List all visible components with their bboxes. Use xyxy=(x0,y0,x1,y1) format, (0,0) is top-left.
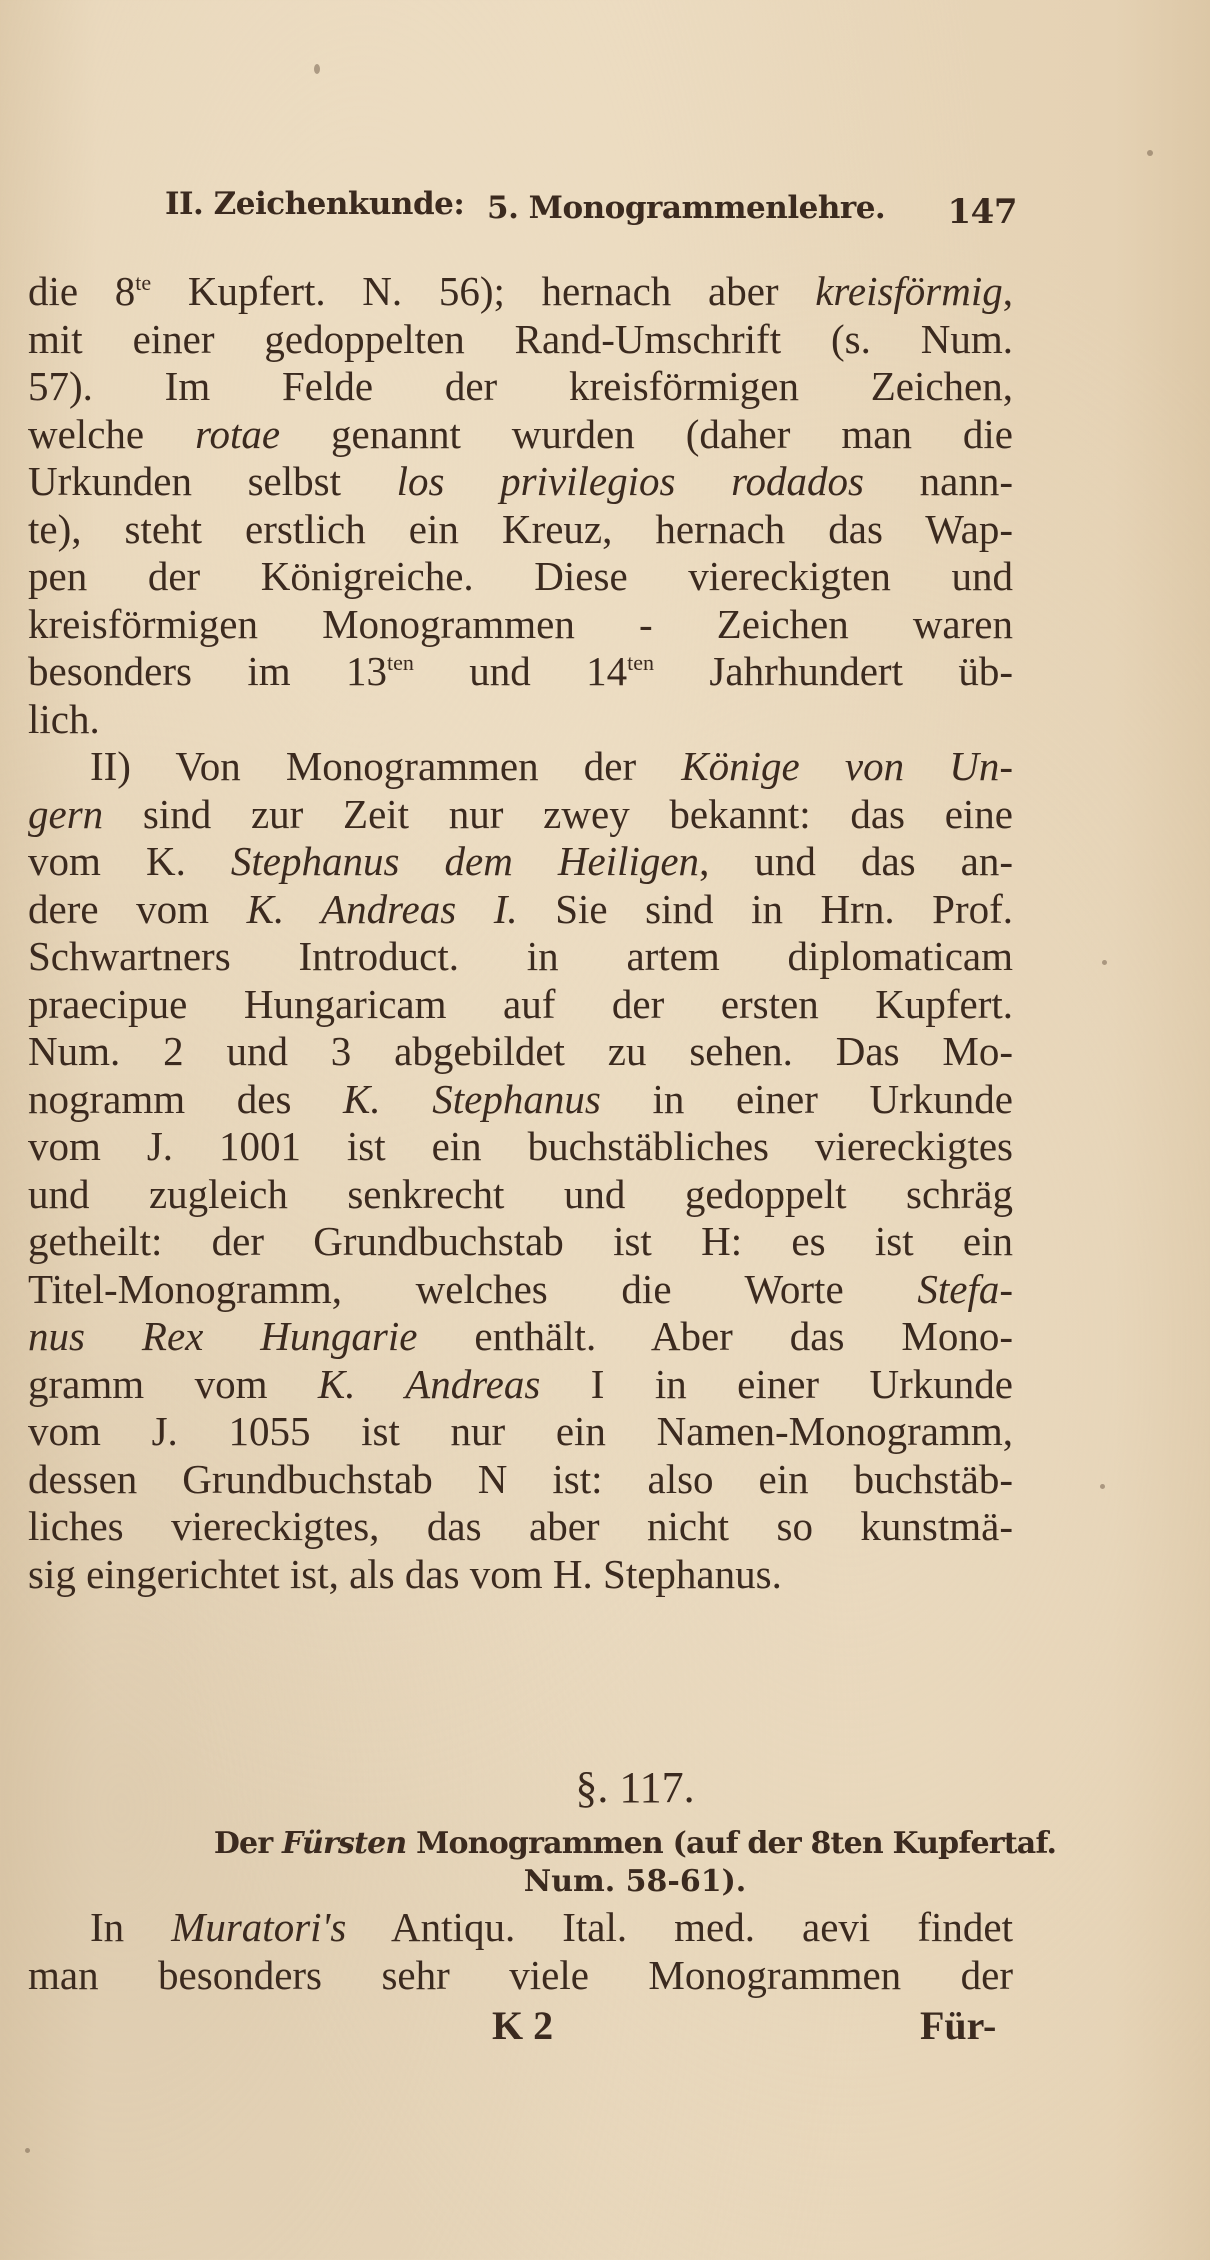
text-line xyxy=(28,1266,1013,1314)
text-run: sig eingerichtet ist, als das vom H. Stephanus. xyxy=(28,1550,782,1597)
text-run: und zugleich senkrecht und gedoppelt schräg xyxy=(28,1170,1013,1217)
text-run: II) Von Monogrammen der xyxy=(90,743,682,789)
paragraph-3-block xyxy=(28,1904,1013,1999)
italic-run: los privilegios rodados xyxy=(396,458,865,504)
italic-run: Könige von Un- xyxy=(681,743,1013,789)
section-title-prefix: Der xyxy=(213,1826,282,1861)
paragraph-3 xyxy=(28,1904,1013,1999)
italic-run: kreisförmig xyxy=(815,268,1003,314)
paper-speck xyxy=(25,2148,30,2153)
text-run: 57). Im Felde der kreisförmigen Zeichen, xyxy=(28,363,1013,409)
section-number: §. 117. xyxy=(575,1763,695,1812)
text-run: Num. 2 und 3 abgebildet zu sehen. Das Mo- xyxy=(28,1028,1013,1074)
section-title-italic: Fürsten xyxy=(282,1826,407,1861)
text-line xyxy=(28,1218,1013,1266)
text-line xyxy=(28,696,1013,744)
text-run: lich. xyxy=(28,695,100,742)
text-line xyxy=(28,316,1013,364)
text-run: dere vom xyxy=(28,885,247,932)
text-line xyxy=(28,1408,1013,1456)
text-run: In xyxy=(90,1904,172,1950)
text-line xyxy=(28,933,1013,981)
text-run: , und das an- xyxy=(699,838,1014,884)
text-run: , xyxy=(1002,268,1014,314)
text-line xyxy=(28,1123,1013,1171)
text-line xyxy=(28,1952,1013,2000)
text-line xyxy=(28,1456,1013,1504)
superscript-run: ten xyxy=(627,650,655,675)
text-line xyxy=(28,506,1013,554)
text-line xyxy=(28,886,1013,934)
paragraph-2 xyxy=(28,743,1013,1598)
paper-speck xyxy=(314,64,320,74)
text-run: getheilt: der Grundbuchstab ist H: es ist ein xyxy=(28,1218,1013,1264)
text-run: enthält. Aber das Mono- xyxy=(417,1313,1013,1359)
text-run: liches viereckigtes, das aber nicht so kunstmä- xyxy=(28,1503,1013,1549)
text-run: genannt wurden (daher man die xyxy=(280,410,1013,457)
text-line xyxy=(28,1361,1013,1409)
paper-speck xyxy=(1147,150,1153,156)
text-line xyxy=(28,1503,1013,1551)
italic-run: K. Andreas I. xyxy=(246,885,518,932)
paragraph-1 xyxy=(28,268,1013,743)
text-run: dessen Grundbuchstab N ist: also ein buchstäb- xyxy=(28,1455,1013,1502)
text-run: praecipue Hungaricam auf der ersten Kupfert. xyxy=(28,980,1013,1027)
text-run: sind zur Zeit nur zwey bekannt: das eine xyxy=(103,790,1013,837)
text-line xyxy=(28,1904,1013,1952)
paper-speck xyxy=(1102,960,1107,965)
text-run: vom J. 1001 ist ein buchstäbliches viereckigtes xyxy=(28,1123,1013,1169)
running-head-part: II. Zeichenkunde: xyxy=(165,186,465,222)
text-run: I in einer Urkunde xyxy=(540,1360,1013,1407)
text-run: die 8 xyxy=(28,268,136,314)
text-run: Urkunden selbst xyxy=(28,458,397,504)
text-run: Sie sind in Hrn. Prof. xyxy=(517,885,1013,932)
italic-run: Stephanus dem Heiligen xyxy=(230,838,700,884)
running-head-chapter: 5. Monogrammenlehre. xyxy=(487,190,886,226)
text-run: kreisförmigen Monogrammen - Zeichen waren xyxy=(28,600,1013,647)
text-line xyxy=(28,791,1013,839)
running-head xyxy=(165,178,1025,232)
superscript-run: ten xyxy=(387,650,414,675)
text-line xyxy=(28,553,1013,601)
text-run: Kupfert. N. 56); hernach aber xyxy=(151,268,816,314)
text-line xyxy=(28,838,1013,886)
text-run: in einer Urkunde xyxy=(600,1075,1013,1122)
italic-run: nus Rex Hungarie xyxy=(28,1313,418,1359)
section-title xyxy=(0,1826,1210,1861)
section-title-line-2: Num. 58-61). xyxy=(523,1864,747,1899)
superscript-run: te xyxy=(135,270,152,295)
text-run: nann- xyxy=(864,458,1014,504)
text-run: und 14 xyxy=(413,648,628,694)
text-line xyxy=(28,601,1013,649)
italic-run: gern xyxy=(28,790,104,837)
text-run: Schwartners Introduct. in artem diplomaticam xyxy=(28,933,1013,979)
text-line xyxy=(28,363,1013,411)
text-run: pen der Königreiche. Diese viereckigten und xyxy=(28,553,1013,599)
text-line xyxy=(28,648,1013,696)
text-run: mit einer gedoppelten Rand-Umschrift (s. Num. xyxy=(28,315,1013,362)
text-line xyxy=(28,268,1013,316)
italic-run: K. Stephanus xyxy=(343,1075,601,1122)
text-run: man besonders sehr viele Monogrammen der xyxy=(28,1951,1013,1998)
italic-run: Stefa- xyxy=(917,1265,1013,1312)
main-text-block xyxy=(28,268,1013,1598)
text-run: Jahrhundert üb- xyxy=(654,648,1014,694)
text-line xyxy=(28,458,1013,506)
signature-mark: K 2 xyxy=(492,2003,554,2048)
text-run: vom J. 1055 ist nur ein Namen-Monogramm, xyxy=(28,1408,1013,1454)
text-run: gramm vom xyxy=(28,1360,318,1407)
text-line xyxy=(28,1171,1013,1219)
italic-run: K. Andreas xyxy=(317,1360,541,1407)
italic-run: rotae xyxy=(195,410,281,457)
page-number: 147 xyxy=(947,192,1017,232)
text-run: nogramm des xyxy=(28,1075,344,1122)
catchword: Für- xyxy=(920,2003,997,2048)
text-line xyxy=(28,1076,1013,1124)
text-run: Titel-Monogramm, welches die Worte xyxy=(28,1265,918,1312)
text-line xyxy=(28,1028,1013,1076)
text-line xyxy=(28,981,1013,1029)
paper-speck xyxy=(1100,1484,1105,1489)
section-title-suffix: Monogrammen (auf der 8ten Kupfertaf. xyxy=(406,1826,1057,1861)
text-run: welche xyxy=(28,410,196,457)
text-run: vom K. xyxy=(28,838,231,884)
text-run: besonders im 13 xyxy=(28,648,387,694)
text-line xyxy=(28,743,1013,791)
text-line xyxy=(28,1551,1013,1599)
text-line xyxy=(28,411,1013,459)
text-run: Antiqu. Ital. med. aevi findet xyxy=(346,1904,1013,1950)
italic-run: Muratori's xyxy=(171,1904,347,1950)
text-run: te), steht erstlich ein Kreuz, hernach das Wap- xyxy=(28,505,1013,552)
text-line xyxy=(28,1313,1013,1361)
